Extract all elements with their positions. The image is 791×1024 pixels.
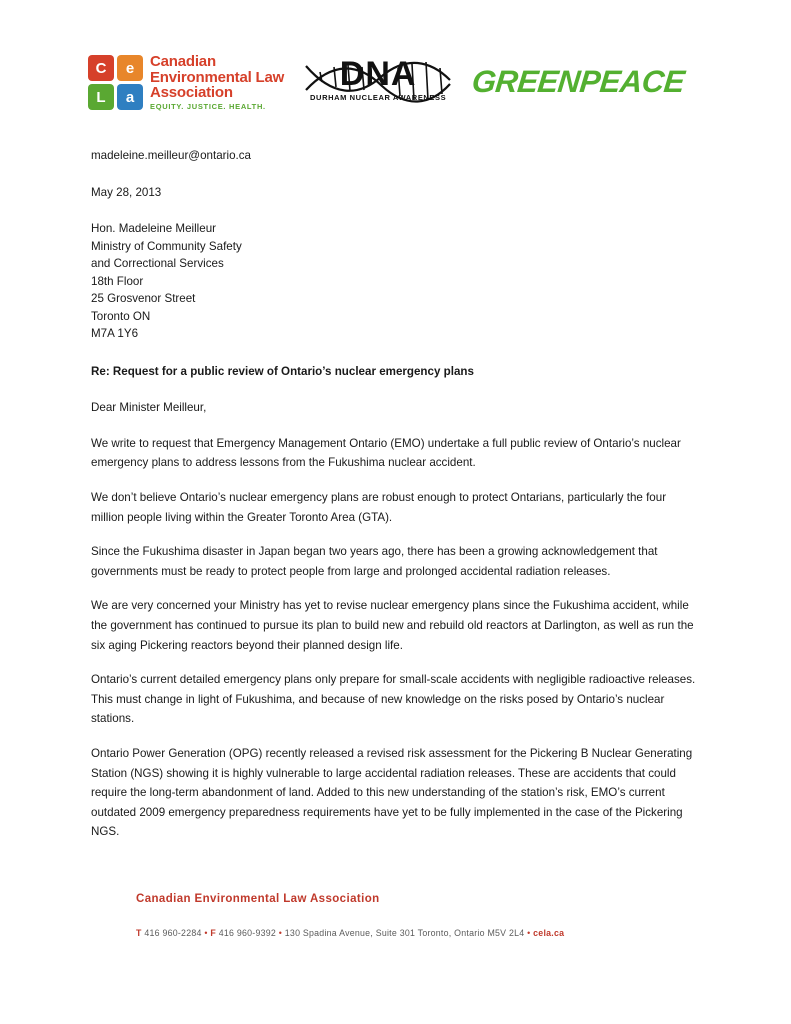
cela-logo-square-l: L: [88, 84, 114, 110]
cela-logo-tagline: EQUITY. JUSTICE. HEALTH.: [150, 102, 266, 112]
recipient-email: madeleine.meilleur@ontario.ca: [91, 149, 251, 162]
cela-logo-square-c: C: [88, 55, 114, 81]
cela-logo-square-a: a: [117, 84, 143, 110]
letter-paragraph: Ontario Power Generation (OPG) recently released a revised risk assessment for the Pickering B Nuclear Generating Station (NGS) showing it is highly vulnerable to large accidental radiation releases. These are accidents that could require the long-term abandonment of land. Added to this new understanding of the station’s risk, EMO’s current outdated 2009 emergency preparedness requirements have yet to be fully implemented in the case of the Pickering NGS.: [91, 747, 693, 839]
address-line: and Correctional Services: [91, 257, 224, 271]
cela-logo-wordmark: [150, 53, 284, 111]
footer-address: 130 Spadina Avenue, Suite 301 Toronto, Ontario M5V 2L4: [284, 928, 525, 938]
footer-phone-label: T: [136, 928, 142, 938]
footer-contact-line: [136, 928, 696, 938]
footer-separator: •: [527, 928, 531, 938]
letter-salutation: Dear Minister Meilleur,: [91, 401, 207, 415]
dna-logo-title: DNA: [339, 55, 417, 93]
address-line: Toronto ON: [91, 309, 151, 323]
cela-logo: [88, 53, 284, 111]
footer-phone: 416 960-2284: [144, 928, 202, 938]
footer-fax-label: F: [210, 928, 217, 938]
cela-logo-line-3: Association: [150, 83, 233, 101]
address-line: Ministry of Community Safety: [91, 239, 242, 253]
cela-logo-line-1: Canadian: [150, 53, 216, 71]
address-line: M7A 1Y6: [91, 327, 139, 341]
letter-paragraph: We write to request that Emergency Management Ontario (EMO) undertake a full public review of Ontario’s nuclear emergency plans to address lessons from the Fukushima nuclear accident.: [91, 436, 681, 470]
address-line: 25 Grosvenor Street: [91, 292, 196, 306]
cela-logo-mark: [88, 55, 143, 110]
footer-organization: Canadian Environmental Law Association: [136, 893, 380, 905]
document-footer: [136, 893, 696, 938]
footer-website-link[interactable]: cela.ca: [533, 928, 565, 938]
recipient-address: [91, 220, 701, 343]
letter-subject: Re: Request for a public review of Ontario’s nuclear emergency plans: [91, 364, 474, 378]
letter-paragraph: Ontario’s current detailed emergency plans only prepare for small-scale accidents with negligible radioactive releases. This must change in light of Fukushima, and because of new knowledge on the risks posed by Ontario’s nuclear stations.: [91, 673, 696, 726]
cela-logo-square-e: e: [117, 55, 143, 81]
greenpeace-logo: GREENPEACE: [470, 64, 687, 99]
cela-logo-line-2: Environmental Law: [150, 68, 285, 86]
header-logo-band: [88, 46, 708, 118]
footer-separator: •: [204, 928, 208, 938]
dna-logo-subtitle: DURHAM NUCLEAR AWARENESS: [310, 93, 447, 102]
address-line: 18th Floor: [91, 274, 144, 288]
letter-paragraph: We don’t believe Ontario’s nuclear emergency plans are robust enough to protect Ontarians, particularly the four million people living within the Greater Toronto Area (GTA).: [91, 491, 667, 524]
footer-separator: •: [278, 928, 283, 938]
letter-paragraph: We are very concerned your Ministry has yet to revise nuclear emergency plans since the Fukushima accident, while the government has continued to pursue its plan to build new and rebuild old reactors at Darlington, as well as run the six aging Pickering reactors beyond their planned design life.: [91, 599, 694, 652]
address-line: Hon. Madeleine Meilleur: [91, 222, 217, 236]
letter-date: May 28, 2013: [91, 185, 162, 199]
dna-logo: [302, 56, 454, 108]
letter-body: [91, 146, 701, 857]
footer-fax: 416 960-9392: [218, 928, 277, 938]
letter-paragraph: Since the Fukushima disaster in Japan began two years ago, there has been a growing acknowledgement that governments must be ready to protect people from large and prolonged accidental radiation releases.: [91, 545, 658, 578]
